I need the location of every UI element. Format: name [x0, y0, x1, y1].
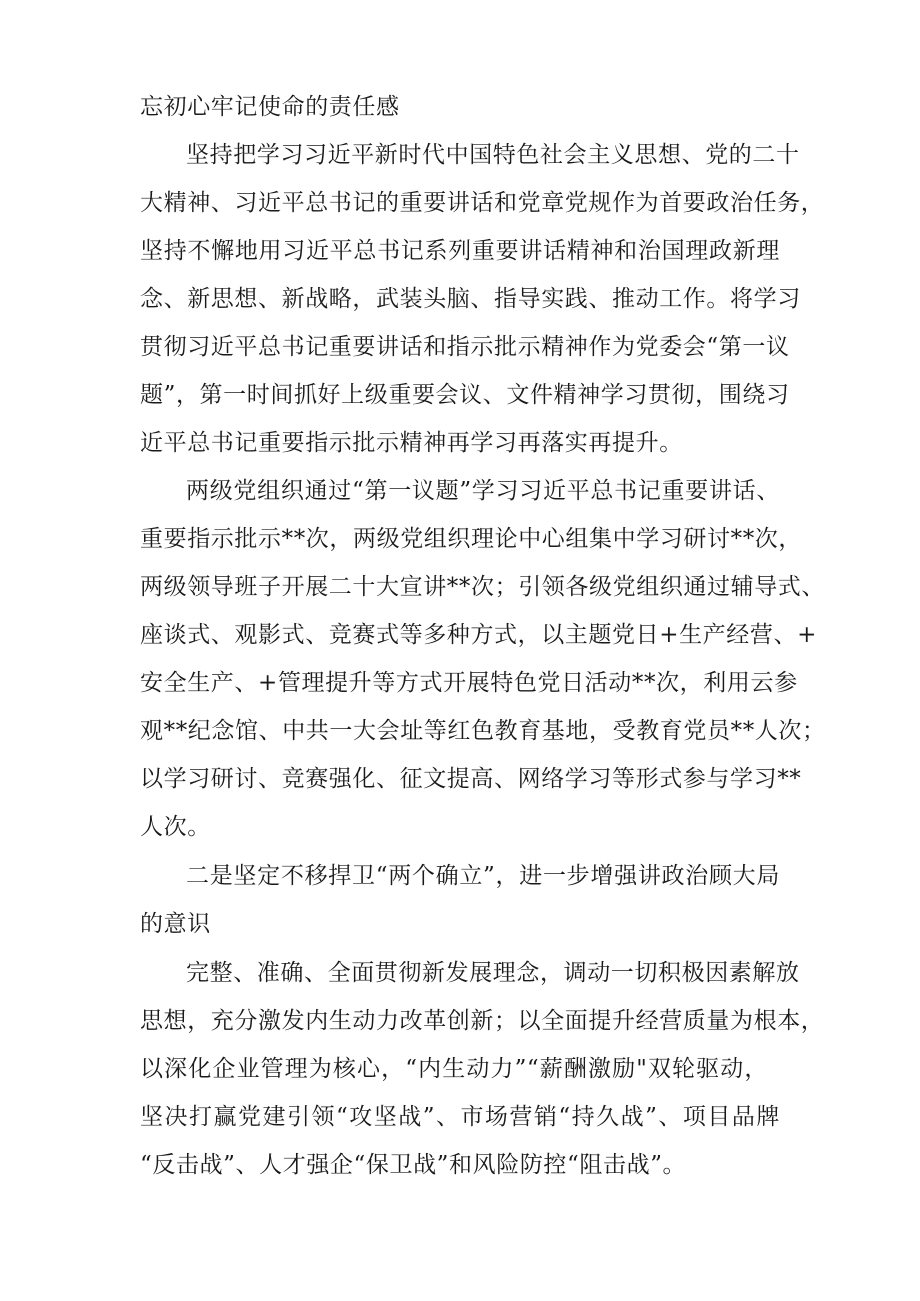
section-heading-line: 二是坚定不移捍卫“两个确立”，进一步增强讲政治顾大局: [186, 863, 780, 889]
paragraph-line: 思想，充分激发内生动力改革创新；以全面提升经营质量为根本，: [140, 1008, 825, 1034]
paragraph-line: 贯彻习近平总书记重要讲话和指示批示精神作为党委会“第一议: [140, 334, 790, 360]
section-heading-line: 的意识: [140, 911, 211, 937]
paragraph-line: 念、新思想、新战略，武装头脑、指导实践、推动工作。将学习: [140, 286, 801, 312]
paragraph-line: 两级党组织通过“第一议题”学习习近平总书记重要讲话、: [186, 478, 780, 504]
paragraph-line: 坚持把学习习近平新时代中国特色社会主义思想、党的二十: [186, 142, 800, 168]
paragraph-line: 近平总书记重要指示批示精神再学习再落实再提升。: [140, 430, 683, 456]
paragraph-line: 大精神、习近平总书记的重要讲话和党章党规作为首要政治任务，: [140, 190, 825, 216]
paragraph-line: 座谈式、观影式、竞赛式等多种方式，以主题党日+生产经营、+: [140, 622, 817, 648]
paragraph-line: 坚持不懈地用习近平总书记系列重要讲话精神和治国理政新理: [140, 238, 780, 264]
paragraph-line: 以深化企业管理为核心，“内生动力”“薪酬激励"双轮驱动，: [140, 1056, 768, 1082]
paragraph-line: 两级领导班子开展二十大宣讲**次；引领各级党组织通过辅导式、: [140, 574, 825, 600]
paragraph-line: 以学习研讨、竞赛强化、征文提高、网络学习等形式参与学习**: [140, 766, 802, 792]
paragraph-line: 忘初心牢记使命的责任感: [140, 94, 400, 120]
paragraph-line: 重要指示批示**次，两级党组织理论中心组集中学习研讨**次，: [140, 526, 802, 552]
paragraph-line: 人次。: [140, 814, 211, 840]
paragraph-line: 坚决打赢党建引领“攻坚战”、市场营销“持久战”、项目品牌: [140, 1104, 780, 1130]
paragraph-line: “反击战”、人才强企“保卫战”和风险防控“阻击战”。: [140, 1152, 687, 1178]
paragraph-line: 观**纪念馆、中共一大会址等红色教育基地，受教育党员**人次；: [140, 718, 826, 744]
paragraph-line: 安全生产、+管理提升等方式开展特色党日活动**次，利用云参: [140, 670, 798, 696]
paragraph-line: 完整、准确、全面贯彻新发展理念，调动一切积极因素解放: [186, 960, 800, 986]
paragraph-line: 题”，第一时间抓好上级重要会议、文件精神学习贯彻，围绕习: [140, 382, 790, 408]
